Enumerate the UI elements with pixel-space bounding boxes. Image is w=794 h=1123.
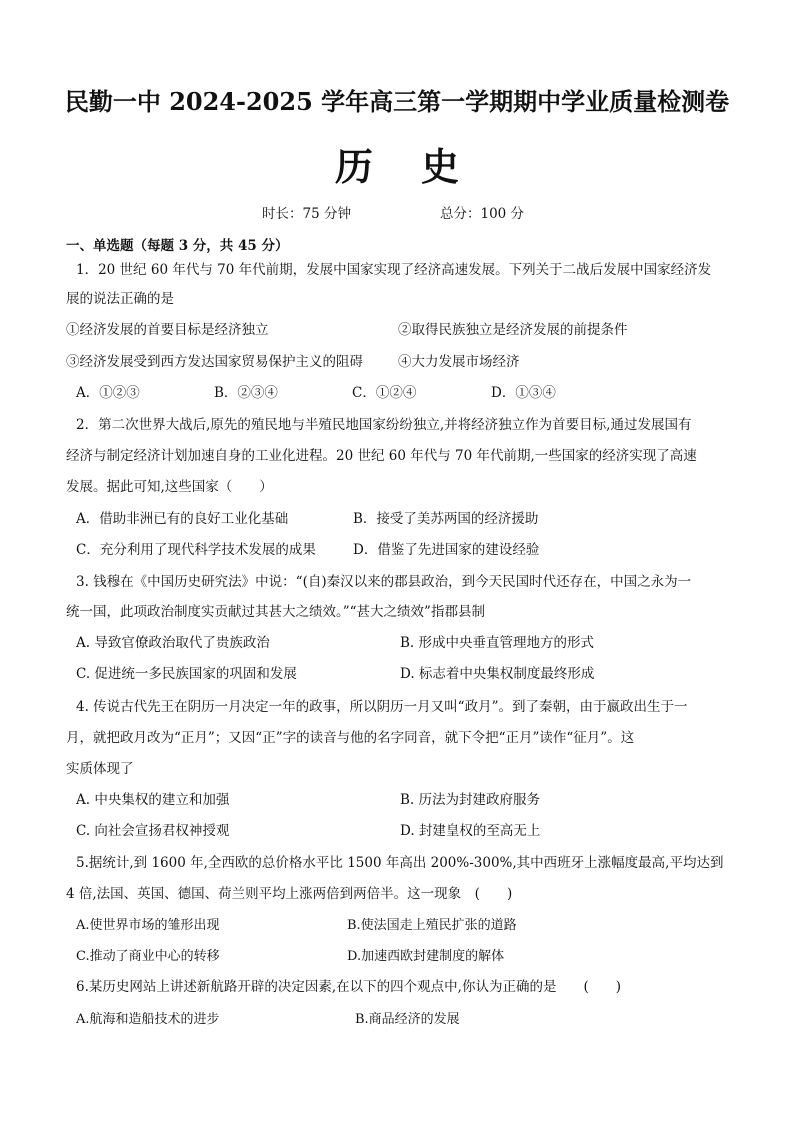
q2-stem-line-2: 经济与制定经济计划加速自身的工业化进程。20 世纪 60 年代与 70 年代前期,一些国家的经济实现了高速 — [66, 448, 697, 464]
q1-option-b: B．②③④ — [214, 385, 278, 401]
q2-option-d: D．借鉴了先进国家的建设经验 — [353, 542, 540, 558]
subject-title — [0, 136, 794, 191]
q2-option-c: C．充分利用了现代科学技术发展的成果 — [76, 542, 316, 558]
q1-item-3: ③经济发展受到西方发达国家贸易保护主义的阻碍 — [66, 354, 363, 370]
q1-item-2: ②取得民族独立是经济发展的前提条件 — [398, 322, 628, 338]
exam-total-score: 总分：100 分 — [440, 206, 525, 222]
section-heading: 一、单选题（每题 3 分，共 45 分） — [66, 238, 289, 254]
exam-duration: 时长：75 分钟 — [262, 206, 351, 222]
q4-option-d: D. 封建皇权的至高无上 — [400, 823, 541, 839]
q5-option-a: A.使世界市场的雏形出现 — [76, 918, 220, 933]
q3-stem-line-2: 统一国，此项政治制度实贡献过其甚大之绩效。”“甚大之绩效”指郡县制 — [66, 604, 485, 620]
q6-stem-line-1: 6.某历史网站上讲述新航路开辟的决定因素,在以下的四个观点中,你认为正确的是 ( ) — [76, 979, 621, 995]
q6-option-a: A.航海和造船技术的进步 — [76, 1012, 220, 1027]
q1-stem-line-1: 1．20 世纪 60 年代与 70 年代前期，发展中国家实现了经济高速发展。下列关于二战后发展中国家经济发 — [76, 262, 712, 278]
q3-option-b: B. 形成中央垂直管理地方的形式 — [400, 635, 595, 651]
q4-stem-line-3: 实质体现了 — [66, 761, 134, 777]
q5-stem-line-1: 5.据统计,到 1600 年,全西欧的总价格水平比 1500 年高出 200%-300%,其中西班牙上涨幅度最高,平均达到 — [76, 855, 724, 871]
q4-stem-line-1: 4. 传说古代先王在阴历一月决定一年的政事，所以阴历一月又叫“政月”。到了秦朝，由于嬴政出生于一 — [76, 699, 688, 715]
q3-stem-line-1: 3. 钱穆在《中国历史研究法》中说：“(自)秦汉以来的郡县政治，到今天民国时代还存在，中国之永为一 — [76, 574, 692, 590]
q2-stem-line-1: 2．第二次世界大战后,原先的殖民地与半殖民地国家纷纷独立,并将经济独立作为首要目标,通过发展国有 — [76, 417, 692, 433]
q4-stem-line-2: 月，就把政月改为“正月”；又因“正”字的读音与他的名字同音，就下令把“正月”读作“征月”。这 — [66, 730, 635, 746]
q3-option-a: A. 导致官僚政治取代了贵族政治 — [76, 635, 270, 651]
q5-option-c: C.推动了商业中心的转移 — [76, 949, 220, 964]
q4-option-b: B. 历法为封建政府服务 — [400, 792, 541, 808]
subject-char-2: 史 — [421, 144, 460, 189]
q6-option-b: B.商品经济的发展 — [355, 1012, 460, 1027]
q1-item-4: ④大力发展市场经济 — [398, 354, 520, 370]
subject-char-1: 历 — [334, 144, 373, 189]
q1-option-a: A．①②③ — [76, 385, 140, 401]
q1-item-1: ①经济发展的首要目标是经济独立 — [66, 322, 269, 338]
q3-option-d: D. 标志着中央集权制度最终形成 — [400, 666, 595, 682]
q1-option-d: D．①③④ — [491, 385, 556, 401]
q1-stem-line-2: 展的说法正确的是 — [66, 291, 174, 307]
exam-title: 民勤一中 2024-2025 学年高三第一学期期中学业质量检测卷 — [64, 87, 730, 116]
q5-option-b: B.使法国走上殖民扩张的道路 — [347, 918, 517, 933]
q1-option-c: C．①②④ — [352, 385, 417, 401]
q2-stem-line-3: 发展。据此可知,这些国家（ ） — [66, 479, 273, 495]
q2-option-b: B．接受了美苏两国的经济援助 — [353, 511, 539, 527]
q2-option-a: A．借助非洲已有的良好工业化基础 — [76, 511, 289, 527]
q4-option-c: C. 向社会宣扬君权神授观 — [76, 823, 230, 839]
q5-stem-line-2: 4 倍,法国、英国、德国、荷兰则平均上涨两倍到两倍半。这一现象 ( ) — [66, 886, 513, 902]
q4-option-a: A. 中央集权的建立和加强 — [76, 792, 230, 808]
q5-option-d: D.加速西欧封建制度的解体 — [347, 949, 505, 964]
q3-option-c: C. 促进统一多民族国家的巩固和发展 — [76, 666, 297, 682]
